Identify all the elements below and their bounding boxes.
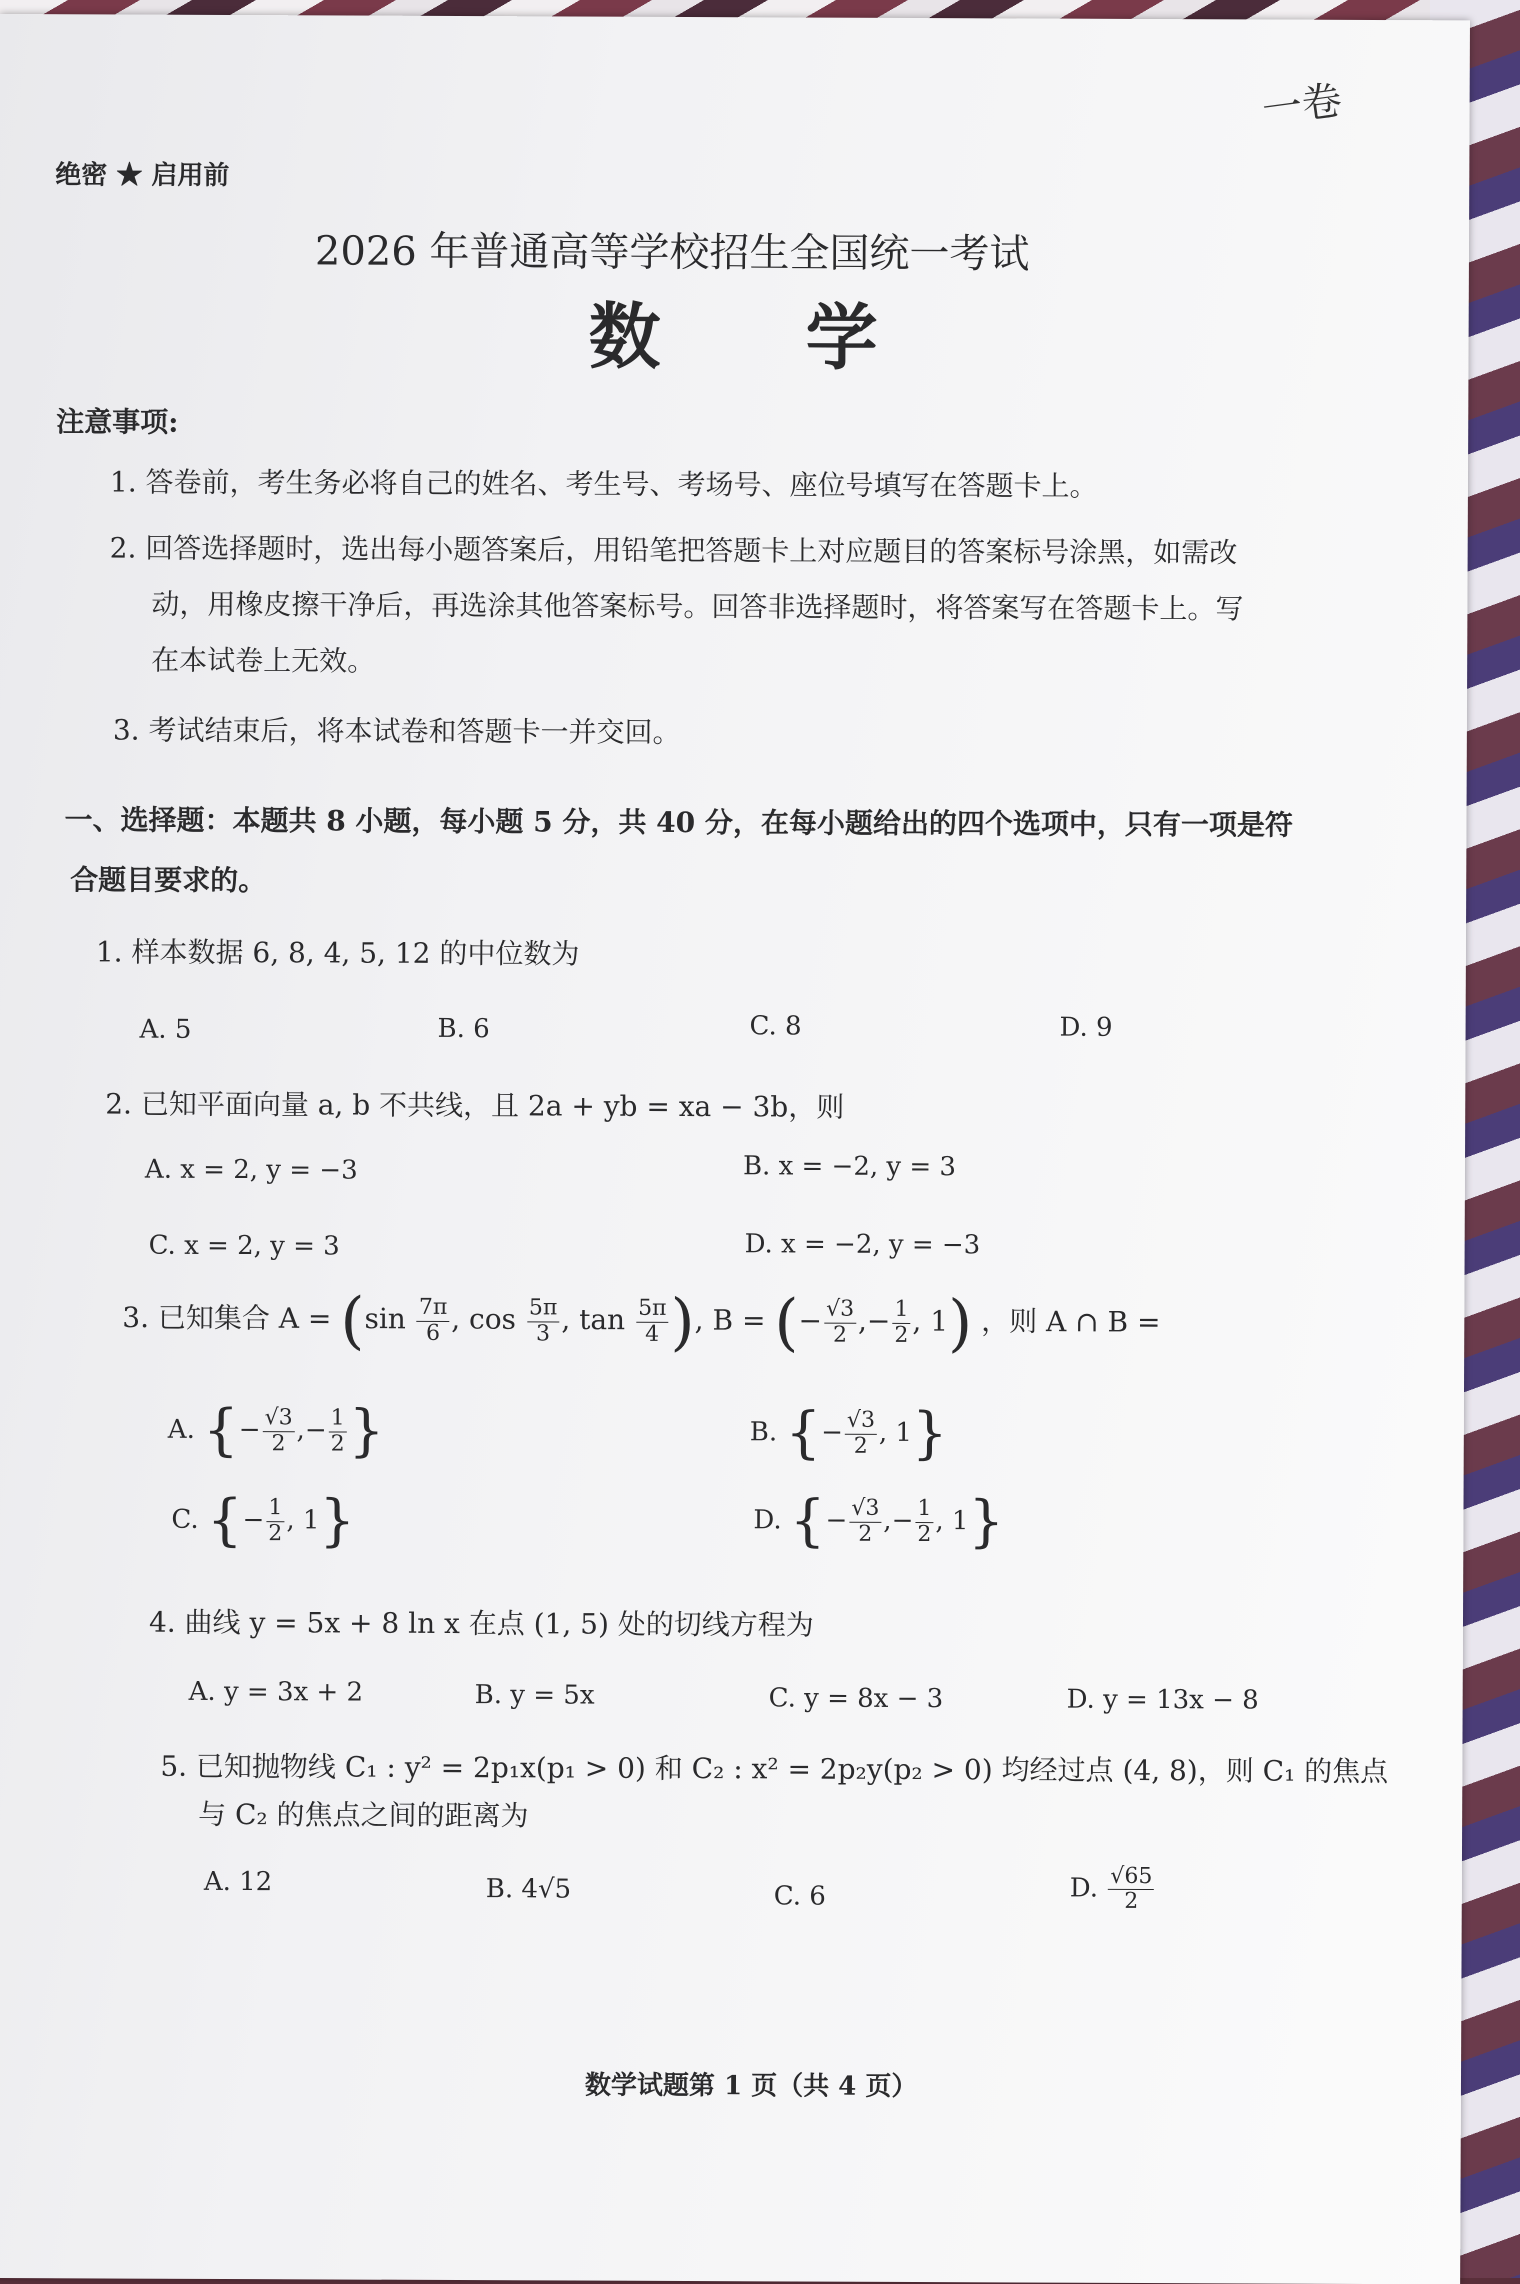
fraction bbox=[417, 1296, 450, 1346]
option-label: B. bbox=[749, 1417, 778, 1448]
q3-cos: , cos bbox=[451, 1302, 517, 1336]
q3-b-tail: , 1 bbox=[912, 1304, 949, 1338]
question-4-option-a: A. y = 3x + 2 bbox=[188, 1676, 364, 1708]
notice-title: 注意事项: bbox=[56, 405, 179, 439]
question-1-option-c: C. 8 bbox=[749, 1011, 802, 1042]
q3-tan: , tan bbox=[561, 1302, 626, 1337]
minus-sign: − bbox=[866, 1304, 891, 1338]
notice-item-2-cont: 动，用橡皮擦干净后，再选涂其他答案标号。回答非选择题时，将答案写在答题卡上。写 bbox=[151, 587, 1244, 626]
page-footer: 数学试题第 1 页（共 4 页） bbox=[584, 2070, 918, 2103]
brace-close: } bbox=[348, 1398, 385, 1464]
minus-sign: − bbox=[825, 1505, 848, 1536]
option-label: A. bbox=[167, 1414, 195, 1445]
paren-close: ) bbox=[670, 1284, 695, 1359]
comma: , bbox=[296, 1415, 305, 1446]
q3-b-label: , B = bbox=[694, 1303, 766, 1337]
fraction-num: 5π bbox=[527, 1297, 560, 1322]
brace-open: { bbox=[789, 1488, 826, 1554]
notice-item-2: 2. 回答选择题时，选出每小题答案后，用铅笔把答题卡上对应题目的答案标号涂黑，如需改 bbox=[109, 531, 1238, 570]
fraction-den: 6 bbox=[425, 1320, 441, 1346]
fraction-den: 2 bbox=[268, 1520, 283, 1546]
brace-open: { bbox=[202, 1397, 239, 1464]
fraction bbox=[527, 1297, 560, 1347]
question-5-option-a: A. 12 bbox=[203, 1866, 273, 1898]
option-label: D. bbox=[1069, 1873, 1099, 1904]
fraction bbox=[329, 1407, 347, 1456]
brace-close: } bbox=[319, 1488, 356, 1554]
brace-open: { bbox=[785, 1400, 822, 1466]
question-2-option-b: B. x = −2, y = 3 bbox=[742, 1151, 957, 1183]
question-5-option-c: C. 6 bbox=[773, 1881, 826, 1912]
fraction-den: 2 bbox=[917, 1521, 932, 1547]
question-3-option-d bbox=[753, 1488, 1005, 1555]
question-4-option-b: B. y = 5x bbox=[474, 1680, 595, 1711]
confidential-label: 绝密 ★ 启用前 bbox=[55, 160, 230, 192]
question-4-option-c: C. y = 8x − 3 bbox=[768, 1683, 944, 1715]
question-2-option-a: A. x = 2, y = −3 bbox=[144, 1154, 358, 1186]
fraction-den: 2 bbox=[271, 1430, 286, 1456]
fraction bbox=[849, 1497, 881, 1547]
question-2-stem: 2. 已知平面向量 a, b 不共线，且 2a + yb = xa − 3b，则 bbox=[105, 1087, 845, 1124]
fraction-num: 7π bbox=[417, 1296, 450, 1321]
question-1-option-a: A. 5 bbox=[139, 1014, 192, 1045]
question-3-option-a bbox=[167, 1397, 385, 1464]
minus-sign: − bbox=[798, 1303, 823, 1338]
fraction bbox=[636, 1297, 669, 1347]
fraction bbox=[824, 1298, 856, 1348]
question-1-stem: 1. 样本数据 6, 8, 4, 5, 12 的中位数为 bbox=[95, 935, 580, 971]
notice-item-1: 1. 答卷前，考生务必将自己的姓名、考生号、考场号、座位号填写在答题卡上。 bbox=[109, 465, 1098, 503]
minus-sign: − bbox=[821, 1417, 843, 1448]
fraction-num: 1 bbox=[892, 1298, 910, 1323]
fraction-den: 4 bbox=[645, 1321, 660, 1347]
fraction bbox=[892, 1298, 910, 1347]
comma: , bbox=[883, 1505, 892, 1536]
minus-sign: − bbox=[304, 1415, 327, 1446]
section-heading-cont: 合题目要求的。 bbox=[70, 863, 267, 898]
question-3-option-c bbox=[171, 1487, 356, 1554]
fraction-num: 1 bbox=[266, 1496, 284, 1521]
fraction-den: 2 bbox=[894, 1322, 909, 1348]
question-5-stem-cont: 与 C₂ 的焦点之间的距离为 bbox=[198, 1797, 529, 1833]
minus-sign: − bbox=[238, 1415, 261, 1446]
question-5-option-d bbox=[1070, 1865, 1157, 1915]
fraction-num: 5π bbox=[636, 1297, 669, 1322]
handwritten-note: 一卷 bbox=[1259, 77, 1345, 134]
comma: , bbox=[857, 1304, 868, 1338]
exam-paper bbox=[0, 14, 1470, 2284]
fraction-den: 2 bbox=[853, 1433, 868, 1459]
fraction bbox=[266, 1496, 284, 1545]
option-label: D. bbox=[753, 1505, 782, 1536]
fraction-num: √3 bbox=[824, 1298, 856, 1323]
q3-sin: sin bbox=[364, 1302, 406, 1336]
option-label: C. bbox=[171, 1504, 199, 1535]
fraction-den: 3 bbox=[536, 1320, 551, 1346]
fraction-num: √3 bbox=[849, 1497, 881, 1522]
question-1-option-b: B. 6 bbox=[437, 1013, 490, 1045]
notice-item-2-end: 在本试卷上无效。 bbox=[151, 643, 376, 678]
fraction-den: 2 bbox=[1124, 1889, 1139, 1915]
brace-close: } bbox=[968, 1489, 1005, 1555]
subject-title: 数 学 bbox=[588, 293, 938, 381]
question-2-option-d: D. x = −2, y = −3 bbox=[744, 1229, 981, 1261]
fraction-den: 2 bbox=[858, 1521, 873, 1547]
brace-close: } bbox=[911, 1400, 948, 1467]
question-3-stem bbox=[122, 1283, 1161, 1360]
question-2-option-c: C. x = 2, y = 3 bbox=[148, 1230, 340, 1262]
minus-sign: − bbox=[891, 1505, 914, 1536]
paren-close: ) bbox=[947, 1286, 973, 1360]
fraction bbox=[262, 1406, 294, 1456]
question-1-option-d: D. 9 bbox=[1059, 1012, 1113, 1043]
fraction-num: 1 bbox=[329, 1407, 347, 1432]
fraction-num: 1 bbox=[915, 1497, 933, 1522]
comma-one: , 1 bbox=[286, 1505, 320, 1536]
fraction-num: √65 bbox=[1108, 1865, 1154, 1890]
fraction bbox=[915, 1497, 933, 1546]
question-4-stem: 4. 曲线 y = 5x + 8 ln x 在点 (1, 5) 处的切线方程为 bbox=[148, 1605, 814, 1642]
fraction bbox=[845, 1409, 877, 1459]
minus-sign: − bbox=[242, 1505, 265, 1536]
paren-open: ( bbox=[340, 1283, 365, 1357]
fraction-num: √3 bbox=[845, 1409, 877, 1434]
fraction-num: √3 bbox=[263, 1406, 295, 1431]
brace-open: { bbox=[206, 1487, 243, 1554]
comma-one: , 1 bbox=[878, 1417, 913, 1448]
section-heading: 一、选择题：本题共 8 小题，每小题 5 分，共 40 分，在每小题给出的四个选项中，只有一项是符 bbox=[64, 803, 1293, 842]
fraction bbox=[1108, 1865, 1154, 1915]
question-3-option-b bbox=[749, 1400, 948, 1467]
notice-item-3: 3. 考试结束后，将本试卷和答题卡一并交回。 bbox=[112, 713, 681, 749]
fraction-den: 2 bbox=[330, 1430, 345, 1457]
paren-open: ( bbox=[774, 1285, 799, 1359]
question-5-stem: 5. 已知抛物线 C₁ : y² = 2p₁x(p₁ > 0) 和 C₂ : x² = 2p₂y(p₂ > 0) 均经过点 (4, 8)，则 C₁ 的焦点 bbox=[160, 1749, 1389, 1789]
exam-title: 2026 年普通高等学校招生全国统一考试 bbox=[314, 228, 1030, 278]
comma-one: , 1 bbox=[935, 1506, 969, 1537]
q3-suffix: ，则 A ∩ B = bbox=[981, 1304, 1161, 1339]
question-4-option-d: D. y = 13x − 8 bbox=[1066, 1684, 1259, 1716]
q3-prefix: 3. 已知集合 A = bbox=[122, 1301, 332, 1335]
fraction-den: 2 bbox=[832, 1322, 848, 1348]
question-5-option-b: B. 4√5 bbox=[485, 1874, 572, 1905]
